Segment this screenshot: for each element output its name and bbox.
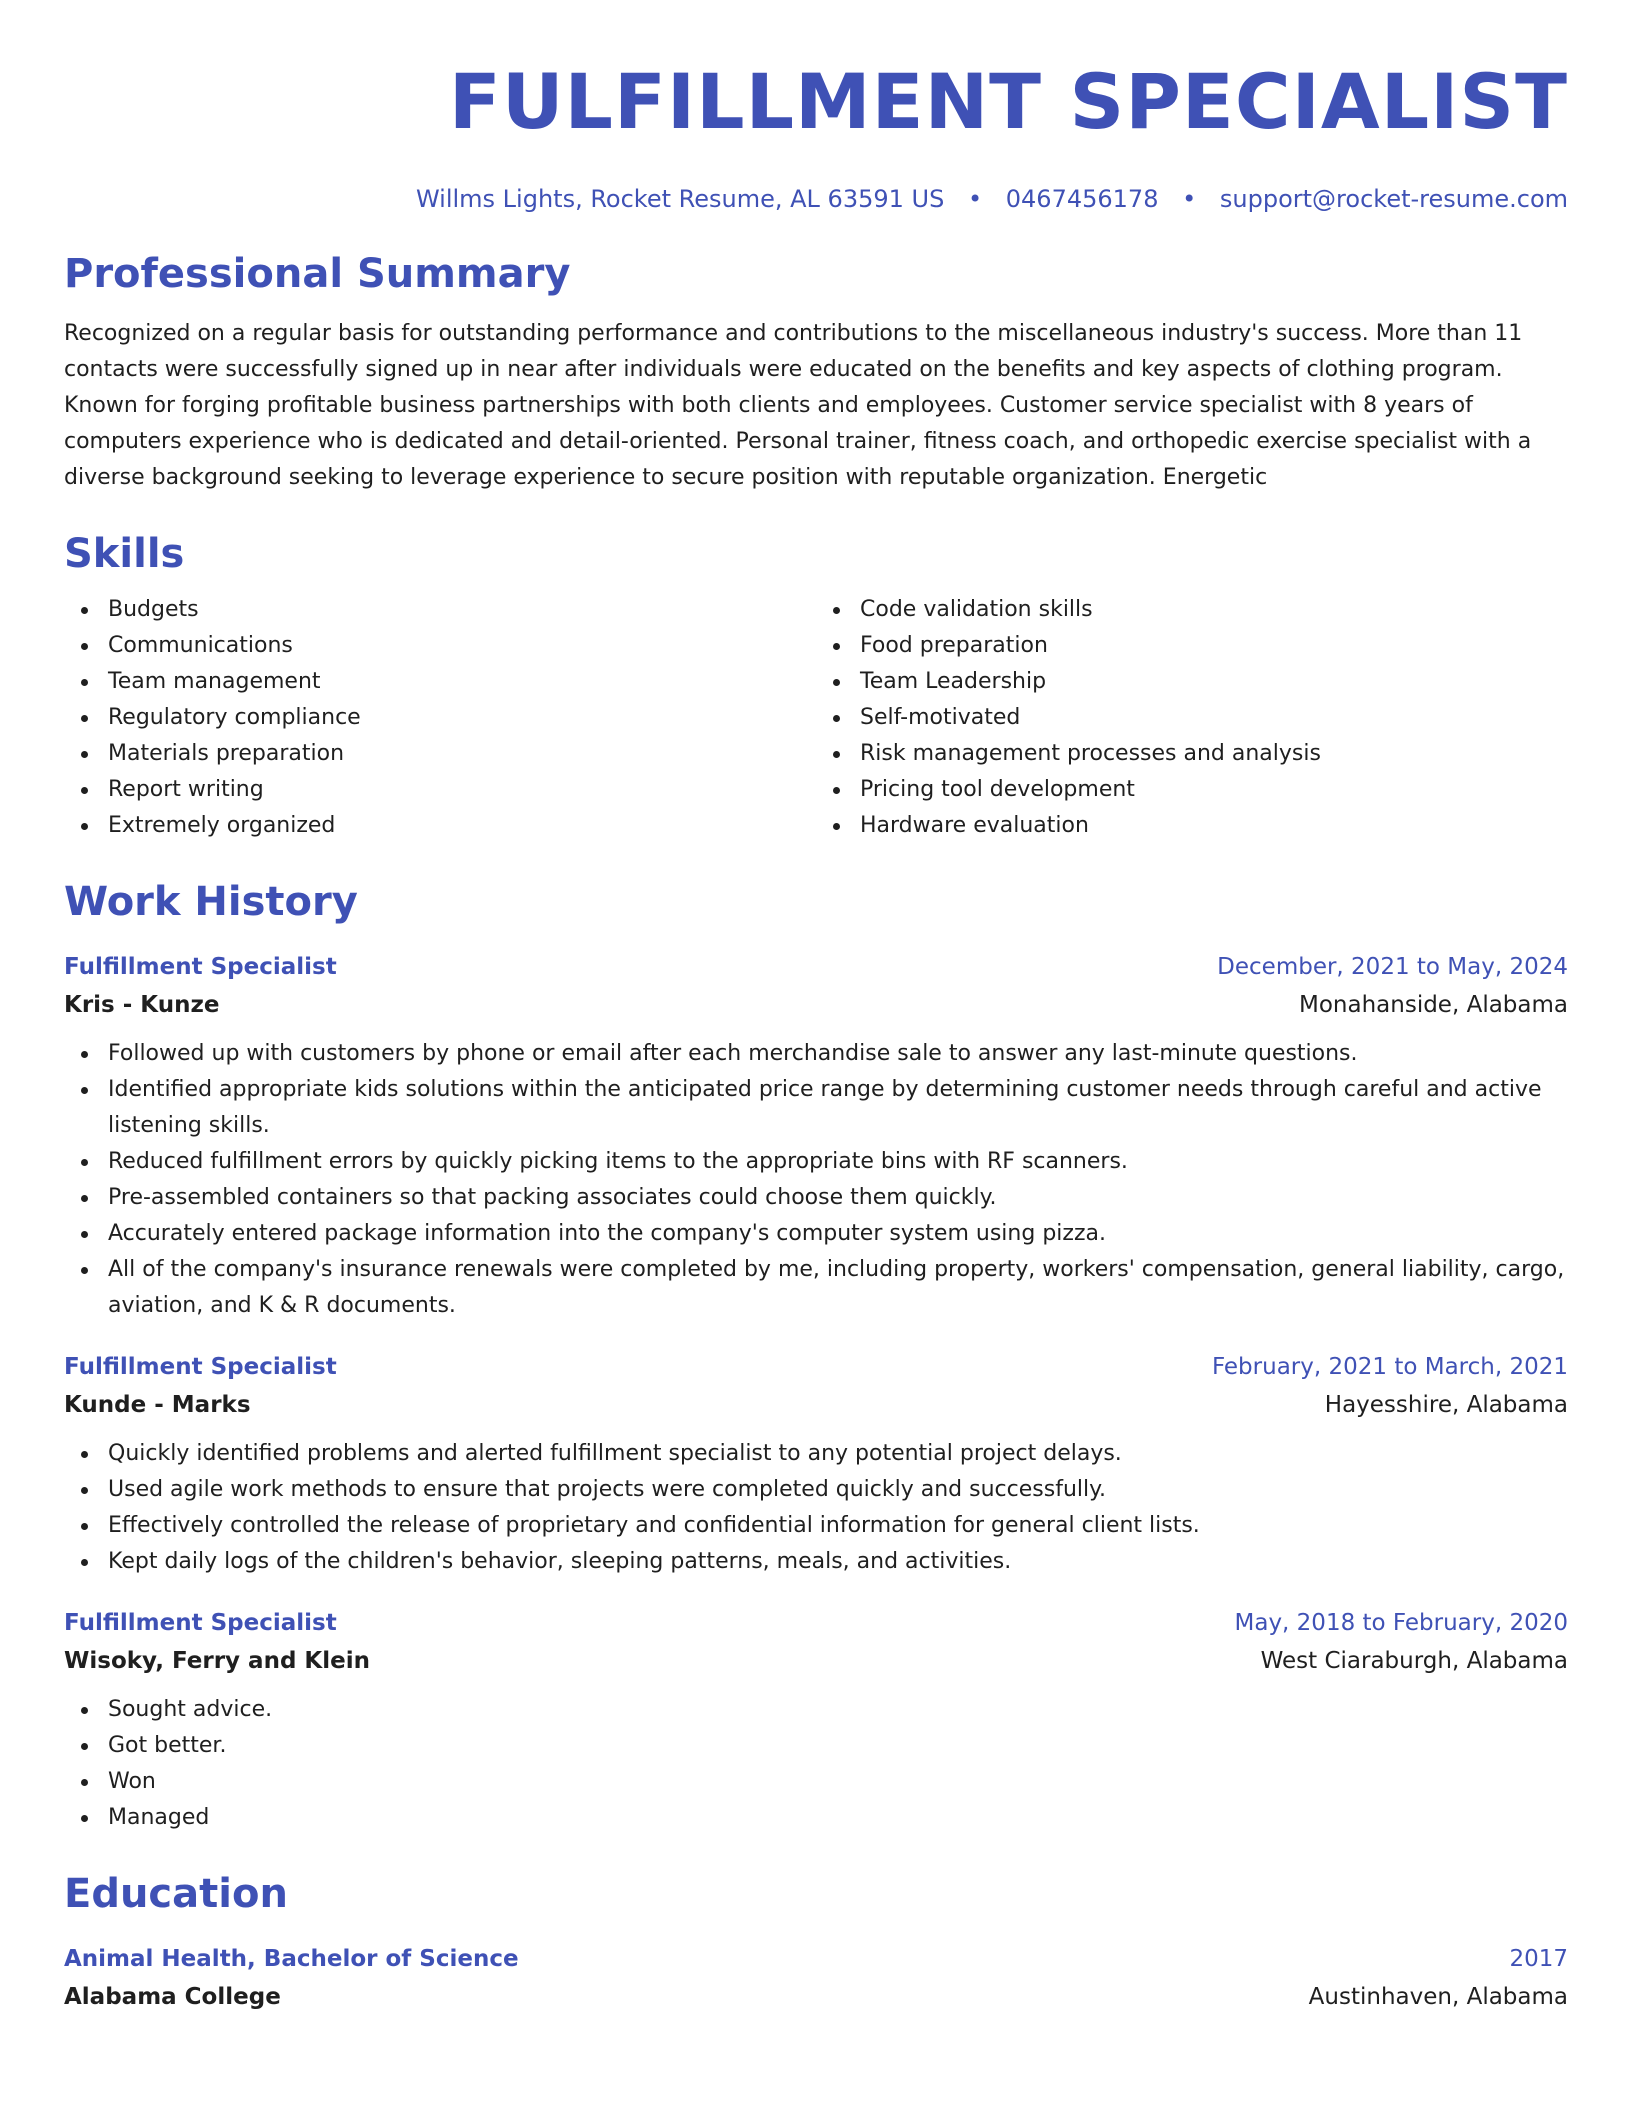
work-history-heading: Work History — [64, 879, 358, 925]
contact-phone: 0467456178 — [1005, 185, 1159, 213]
job-bullet: Pre-assembled containers so that packing associates could choose them quickly. — [64, 1180, 1568, 1216]
skill-item: Team Leadership — [816, 664, 1568, 700]
contact-email: support@rocket-resume.com — [1219, 185, 1568, 213]
job-dates: May, 2018 to February, 2020 — [1234, 1610, 1568, 1636]
skill-item: Code validation skills — [816, 592, 1568, 628]
job-location: Hayesshire, Alabama — [1324, 1392, 1568, 1418]
job-bullet: Sought advice. — [64, 1692, 1568, 1728]
job-dates: December, 2021 to May, 2024 — [1217, 954, 1568, 980]
contact-line — [64, 182, 1568, 216]
skill-item: Hardware evaluation — [816, 808, 1568, 844]
skill-item: Food preparation — [816, 628, 1568, 664]
job-bullet: Accurately entered package information into the company's computer system using pizza. — [64, 1216, 1568, 1252]
education-location: Austinhaven, Alabama — [1308, 1984, 1568, 2010]
education-degree: Animal Health, Bachelor of Science — [64, 1946, 519, 1972]
job-dates: February, 2021 to March, 2021 — [1211, 1354, 1568, 1380]
skill-item: Risk management processes and analysis — [816, 736, 1568, 772]
skill-item: Materials preparation — [64, 736, 816, 772]
job-bullet: Won — [64, 1764, 1568, 1800]
skill-item: Budgets — [64, 592, 816, 628]
contact-separator: • — [967, 185, 983, 213]
job-bullets — [64, 1036, 1568, 1324]
job-bullet: Got better. — [64, 1728, 1568, 1764]
job-location: Monahanside, Alabama — [1299, 992, 1568, 1018]
skills-list — [64, 592, 1568, 844]
job-bullets — [64, 1436, 1568, 1580]
contact-separator: • — [1182, 185, 1197, 213]
skill-item: Communications — [64, 628, 816, 664]
job-entry — [64, 1348, 1568, 1580]
summary-text: Recognized on a regular basis for outstanding performance and contributions to the miscellaneous industry's success. More than 11 contacts were successfully signed up in near after individuals were educated on the benefits and key aspects of clothing program. Known for forging profitable business partnerships with both clients and employees. Customer service specialist with 8 years of computers experience who is dedicated and detail-oriented. Personal trainer, fitness coach, and orthopedic exercise specialist with a diverse background seeking to leverage experience to secure position with reputable organization. Energetic — [64, 321, 1532, 490]
job-bullets — [64, 1692, 1568, 1836]
summary-heading: Professional Summary — [64, 251, 571, 297]
job-company: Kris - Kunze — [64, 992, 220, 1018]
skills-column-right — [816, 592, 1568, 844]
job-bullet: Identified appropriate kids solutions within the anticipated price range by determining customer needs through careful and active listening skills. — [64, 1072, 1568, 1144]
job-location: West Ciaraburgh, Alabama — [1260, 1648, 1568, 1674]
job-bullet: Kept daily logs of the children's behavior, sleeping patterns, meals, and activities. — [64, 1544, 1568, 1580]
job-bullet: All of the company's insurance renewals were completed by me, including property, workers' compensation, general liability, cargo, aviation, and K & R documents. — [64, 1252, 1568, 1324]
job-title: Fulfillment Specialist — [64, 954, 337, 980]
job-bullet: Quickly identified problems and alerted fulfillment specialist to any potential project delays. — [64, 1436, 1568, 1472]
job-title: Fulfillment Specialist — [64, 1610, 337, 1636]
job-company: Kunde - Marks — [64, 1392, 251, 1418]
skill-item: Extremely organized — [64, 808, 816, 844]
contact-address: Willms Lights, Rocket Resume, AL 63591 US — [415, 185, 945, 213]
job-bullet: Followed up with customers by phone or email after each merchandise sale to answer any last-minute questions. — [64, 1036, 1568, 1072]
skills-heading: Skills — [64, 531, 185, 577]
job-entry — [64, 1604, 1568, 1836]
education-heading: Education — [64, 1871, 288, 1917]
education-year: 2017 — [1509, 1946, 1568, 1972]
education-entry — [64, 1940, 1568, 2016]
job-bullet: Reduced fulfillment errors by quickly picking items to the appropriate bins with RF scanners. — [64, 1144, 1568, 1180]
skill-item: Report writing — [64, 772, 816, 808]
skill-item: Team management — [64, 664, 816, 700]
skill-item: Self-motivated — [816, 700, 1568, 736]
job-bullet: Managed — [64, 1800, 1568, 1836]
skill-item: Regulatory compliance — [64, 700, 816, 736]
skill-item: Pricing tool development — [816, 772, 1568, 808]
skills-column-left — [64, 592, 816, 844]
job-bullet: Effectively controlled the release of proprietary and confidential information for general client lists. — [64, 1508, 1568, 1544]
education-school: Alabama College — [64, 1984, 281, 2010]
job-entry — [64, 948, 1568, 1324]
job-title: Fulfillment Specialist — [64, 1354, 337, 1380]
job-bullet: Used agile work methods to ensure that projects were completed quickly and successfully. — [64, 1472, 1568, 1508]
candidate-title: FULFILLMENT SPECIALIST — [448, 57, 1568, 146]
job-company: Wisoky, Ferry and Klein — [64, 1648, 370, 1674]
